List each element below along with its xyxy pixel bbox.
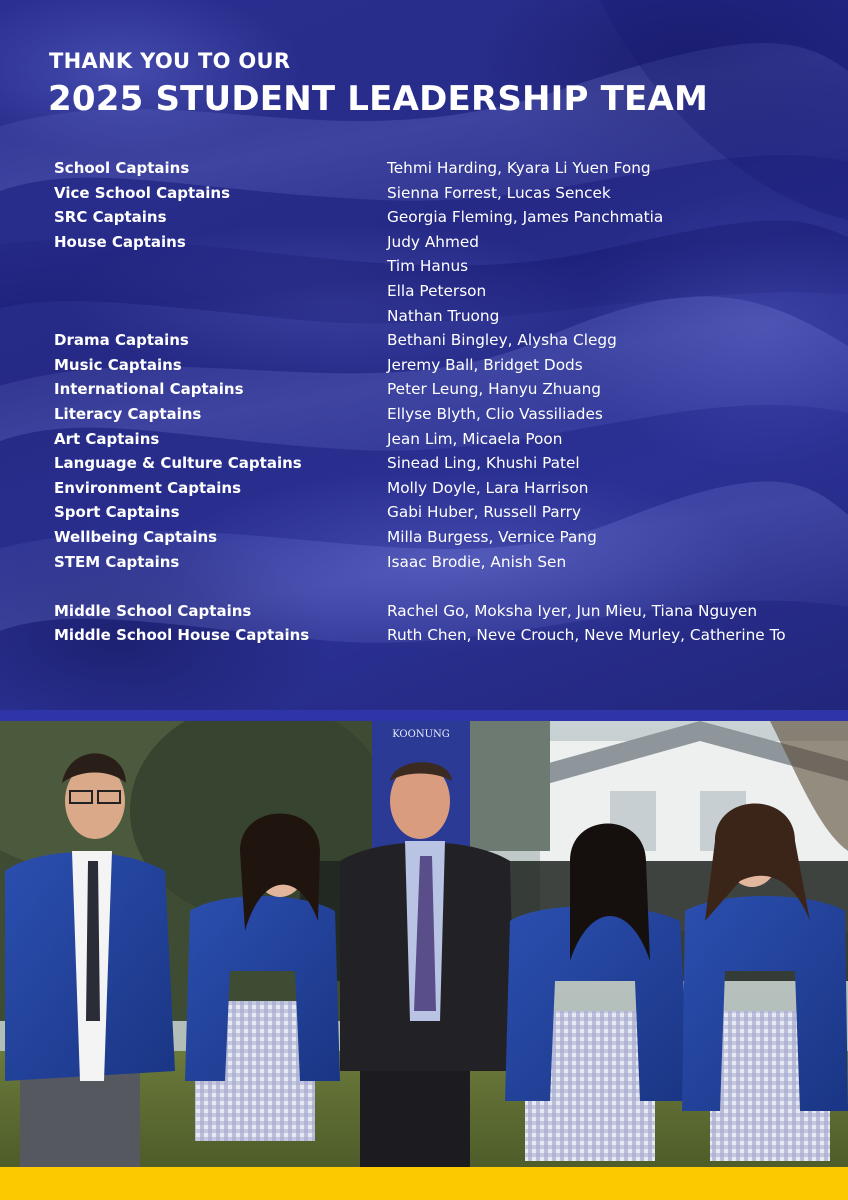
role-names: Tehmi Harding, Kyara Li Yuen Fong: [387, 159, 651, 177]
role-names: Tim Hanus: [387, 257, 469, 276]
role-names: Molly Doyle, Lara Harrison: [387, 478, 589, 497]
footer-accent-bar: [0, 1167, 848, 1200]
role-names: Rachel Go, Moksha Iyer, Jun Mieu, Tiana Nguyen: [387, 601, 758, 620]
role-title: Music Captains: [54, 355, 182, 374]
role-title: Language & Culture Captains: [54, 454, 302, 473]
role-names: Ruth Chen, Neve Crouch, Neve Murley, Catherine To: [387, 626, 786, 645]
role-names: Jeremy Ball, Bridget Dods: [387, 355, 583, 374]
role-names: Ella Peterson: [387, 282, 487, 300]
leadership-row: [0, 279, 848, 303]
role-title: Art Captains: [54, 429, 160, 448]
role-title: SRC Captains: [54, 208, 167, 227]
role-title: Environment Captains: [54, 478, 242, 497]
role-names: Bethani Bingley, Alysha Clegg: [387, 331, 617, 350]
leadership-row: [0, 623, 848, 647]
leadership-row: [0, 525, 848, 549]
group-photo: [0, 721, 848, 1167]
leadership-row: [0, 304, 848, 328]
group-photo-illustration: [0, 721, 848, 1167]
heading-line-1: THANK YOU TO OUR: [49, 49, 291, 73]
role-names: Isaac Brodie, Anish Sen: [387, 552, 567, 571]
leadership-row: [0, 599, 848, 623]
leadership-row: [0, 328, 848, 352]
role-title: Vice School Captains: [54, 183, 231, 202]
leadership-row: [0, 550, 848, 574]
leadership-row: [0, 476, 848, 500]
divider-band: [0, 710, 848, 721]
leadership-row: [0, 254, 848, 278]
role-names: Ellyse Blyth, Clio Vassiliades: [387, 405, 603, 423]
role-names: Nathan Truong: [387, 306, 500, 325]
role-title: Middle School Captains: [54, 601, 252, 620]
role-title: Wellbeing Captains: [54, 528, 218, 546]
role-title: Middle School House Captains: [54, 626, 310, 645]
role-names: Jean Lim, Micaela Poon: [387, 429, 563, 448]
leadership-row: [0, 156, 848, 180]
role-names: Peter Leung, Hanyu Zhuang: [387, 380, 601, 399]
leadership-row: [0, 377, 848, 401]
leadership-row: [0, 353, 848, 377]
role-names: Milla Burgess, Vernice Pang: [387, 528, 597, 546]
leadership-row: [0, 181, 848, 205]
banner-text: KOONUNG: [392, 729, 450, 740]
role-names: Judy Ahmed: [387, 232, 480, 251]
heading-line-2: 2025 STUDENT LEADERSHIP TEAM: [48, 79, 709, 119]
role-title: School Captains: [54, 159, 190, 177]
role-title: International Captains: [54, 380, 244, 399]
leadership-row: [0, 451, 848, 475]
leadership-row: [0, 205, 848, 229]
role-title: Sport Captains: [54, 503, 180, 522]
role-names: Sienna Forrest, Lucas Sencek: [387, 183, 611, 202]
leadership-row: [0, 402, 848, 426]
role-title: Drama Captains: [54, 331, 189, 350]
role-names: Georgia Fleming, James Panchmatia: [387, 208, 664, 227]
role-title: STEM Captains: [54, 552, 180, 571]
leadership-row: [0, 500, 848, 524]
role-names: Gabi Huber, Russell Parry: [387, 503, 582, 522]
leadership-row: [0, 230, 848, 254]
role-title: Literacy Captains: [54, 405, 202, 423]
leadership-row: [0, 427, 848, 451]
role-names: Sinead Ling, Khushi Patel: [387, 454, 580, 473]
role-title: House Captains: [54, 232, 186, 251]
